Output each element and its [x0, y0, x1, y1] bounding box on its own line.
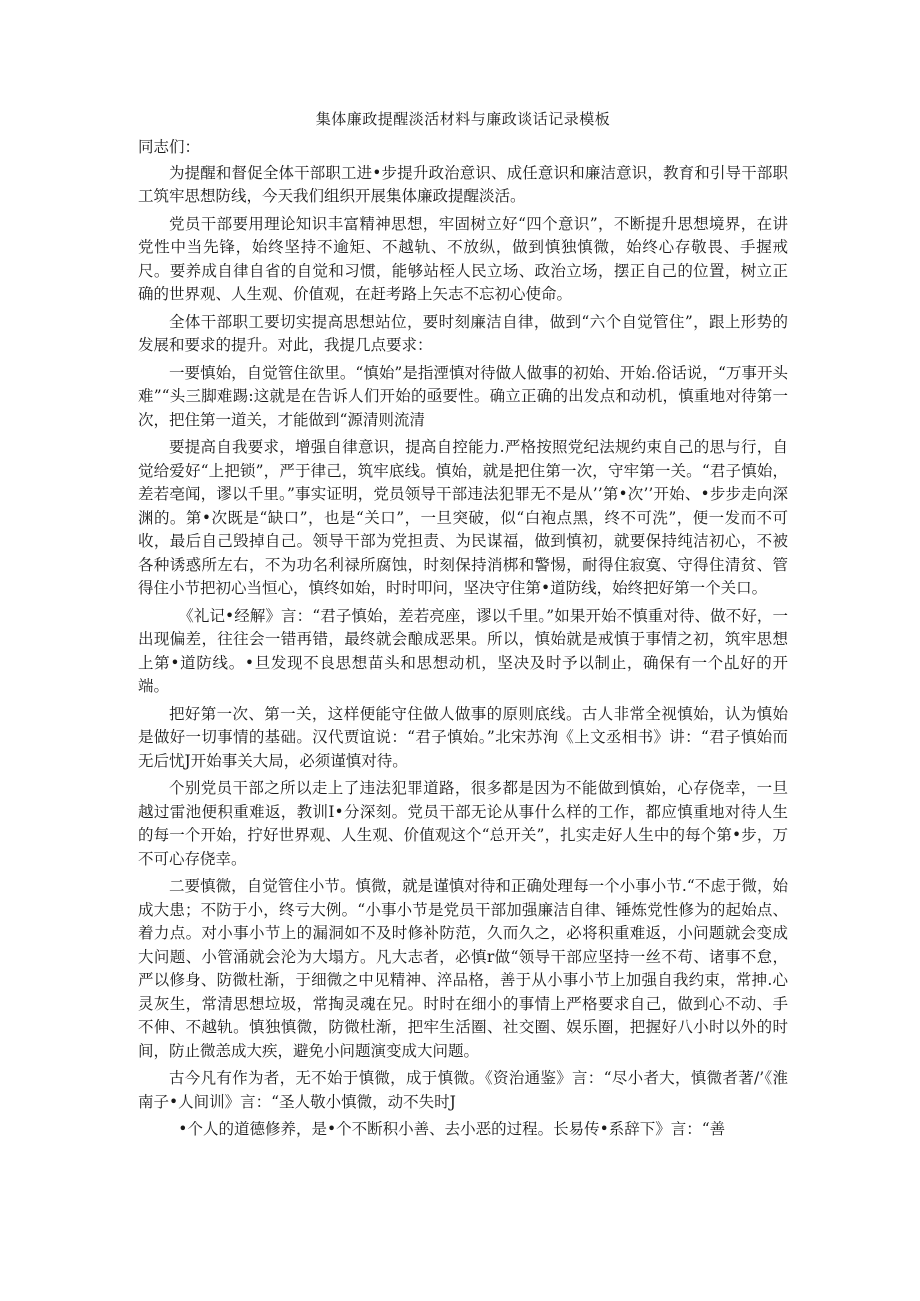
paragraph-intro: 为提醒和督促全体干部职工进•步提升政治意识、成任意识和廉洁意识，教育和引导干部职工筑牢思想防线，今天我们组织开展集体廉政提醒淡活。 — [138, 163, 788, 205]
paragraph-individual-cadres: 个别党员干部之所以走上了违法犯罪道路，很多都是因为不能做到慎始，心存侥幸，一旦越过雷池便积重难返，教训I•分深刻。党员干部无论从事什么样的工作，都应慎重地对待人生的每一个开始，拧好世界观、人生观、价值观这个“总开关”，扎实走好人生中的每个第•步，万不可心存侥幸。 — [138, 779, 788, 868]
paragraph-requirements: 全体干部职工要切实提高思想站位，要时刻廉洁自律，做到“六个自觉管住”，跟上形势的发展和要求的提升。对此，我提几点要求： — [138, 312, 788, 354]
paragraph-self-discipline: 要提高自我要求，增强自律意识，提高自控能力.严格按照党纪法规约束自己的思与行，自觉给爱好“上把锁”，严于律己，筑牢底线。慎始，就是把住第一次，守牢第一关。“君子慎始，差若亳闻，谬以千里。”事实证明，党员领导干部违法犯罪无不是从’’第•次’’开始、•步步走向深渊的。第•次既是“缺口”，也是“关口”，一旦突破，似“白袍点黑，终不可洗”，便一发而不可收，最后自己毁掉自己。领导干部为党担责、为民谋福，做到慎初，就要保持纯洁初心，不被各种诱惑所左右，不为功名利禄所腐蚀，时刻保持消梆和警惕，耐得住寂寞、守得住清贫、管得住小节把初心当恒心，慎终如始，时时叩问，坚决守住第•道防线，始终把好第一个关口。 — [138, 438, 788, 597]
paragraph-ancients: 古今凡有作为者，无不始于慎微，成于慎微。《资治通鉴》言：“尽小者大，慎微者著/’《淮南子•人间训》言：“圣人敬小慎微，动不失时J — [138, 1069, 788, 1111]
document-page — [138, 108, 788, 1146]
document-title: 集体廉政提醒淡活材料与廉政谈话记录模板 — [315, 110, 611, 128]
salutation: 同志们： — [138, 138, 201, 156]
paragraph-point-one: 一要慎始，自觉管住欲里。“慎始”是指湮慎对待做人做事的初始、开始.俗话说，“万事开头难”“头三脚难踢:这就是在告诉人们开始的亟要性。确立正确的出发点和动机，慎重地对待第一次，把住第一道关，才能做到“源清则流清 — [138, 363, 788, 429]
paragraph-morality: •个人的道德修养，是•个不断积小善、去小恶的过程。长易传•系辞下》言：“善 — [178, 1120, 726, 1138]
paragraph-point-two: 二要慎微，自觉管住小节。慎微，就是谨慎对待和正确处理每一个小事小节.“不虑于微，始成大患；不防于小，终亏大例。“小事小节是党员干部加强廉洁自律、锤炼党性修为的起始点、着力点。对小事小节上的漏洞如不及时修补防范，久而久之，必将积重难返，小问题就会变成大问题、小管涌就会沦为大塌方。凡大志者，必慎r做“领导干部应坚持一丝不苟、诸事不怠，严以修身、防微杜渐，于细微之中见精神、淬品格，善于从小事小节上加强自我约束，常抻.心灵灰生，常清思想垃圾，常掏灵魂在兄。时时在细小的事情上严格要求自己，做到心不动、手不伸、不越轨。慎独慎微，防微杜渐，把牢生活圈、社交圈、娱乐圈，把握好八小时以外的时间，防止微恙成大疾，避免小问题演变成大问题。 — [138, 877, 788, 1060]
paragraph-liji: 《礼记•经解》言：“君子慎始，差若亮座，谬以千里。”如果开始不慎重对待、做不好，一出现偏差，往往会一错再错，最终就会酿成恶果。所以，慎始就是戒慎于事情之初，筑牢思想上第•道防线。•旦发现不良思想苗头和思想动机，坚决及时予以制止，确保有一个乩好的开端。 — [138, 606, 788, 695]
paragraph-first-step: 把好第一次、第一关，这样便能守住做人做事的原则底线。古人非常全视慎始，认为慎始是做好一切事情的基础。汉代贾谊说：“君子慎始。”北宋苏洵《上文丞相书》讲：“君子慎始而无后忧J开始事关大局，必须谨慎对待。 — [138, 704, 788, 770]
paragraph-theory: 党员干部要用理论知识丰富精神思想，牢固树立好“四个意识”，不断提升思想境界，在讲党性中当先锋，始终坚持不逾矩、不越轨、不放纵，做到慎独慎微，始终心存敬畏、手握戒尺。要养成自律自省的自觉和习惯，能够站桎人民立场、政治立场，摆正自己的位置，树立正确的世界观、人生观、价值观，在赶考路上矢志不忘初心使命。 — [138, 214, 788, 303]
